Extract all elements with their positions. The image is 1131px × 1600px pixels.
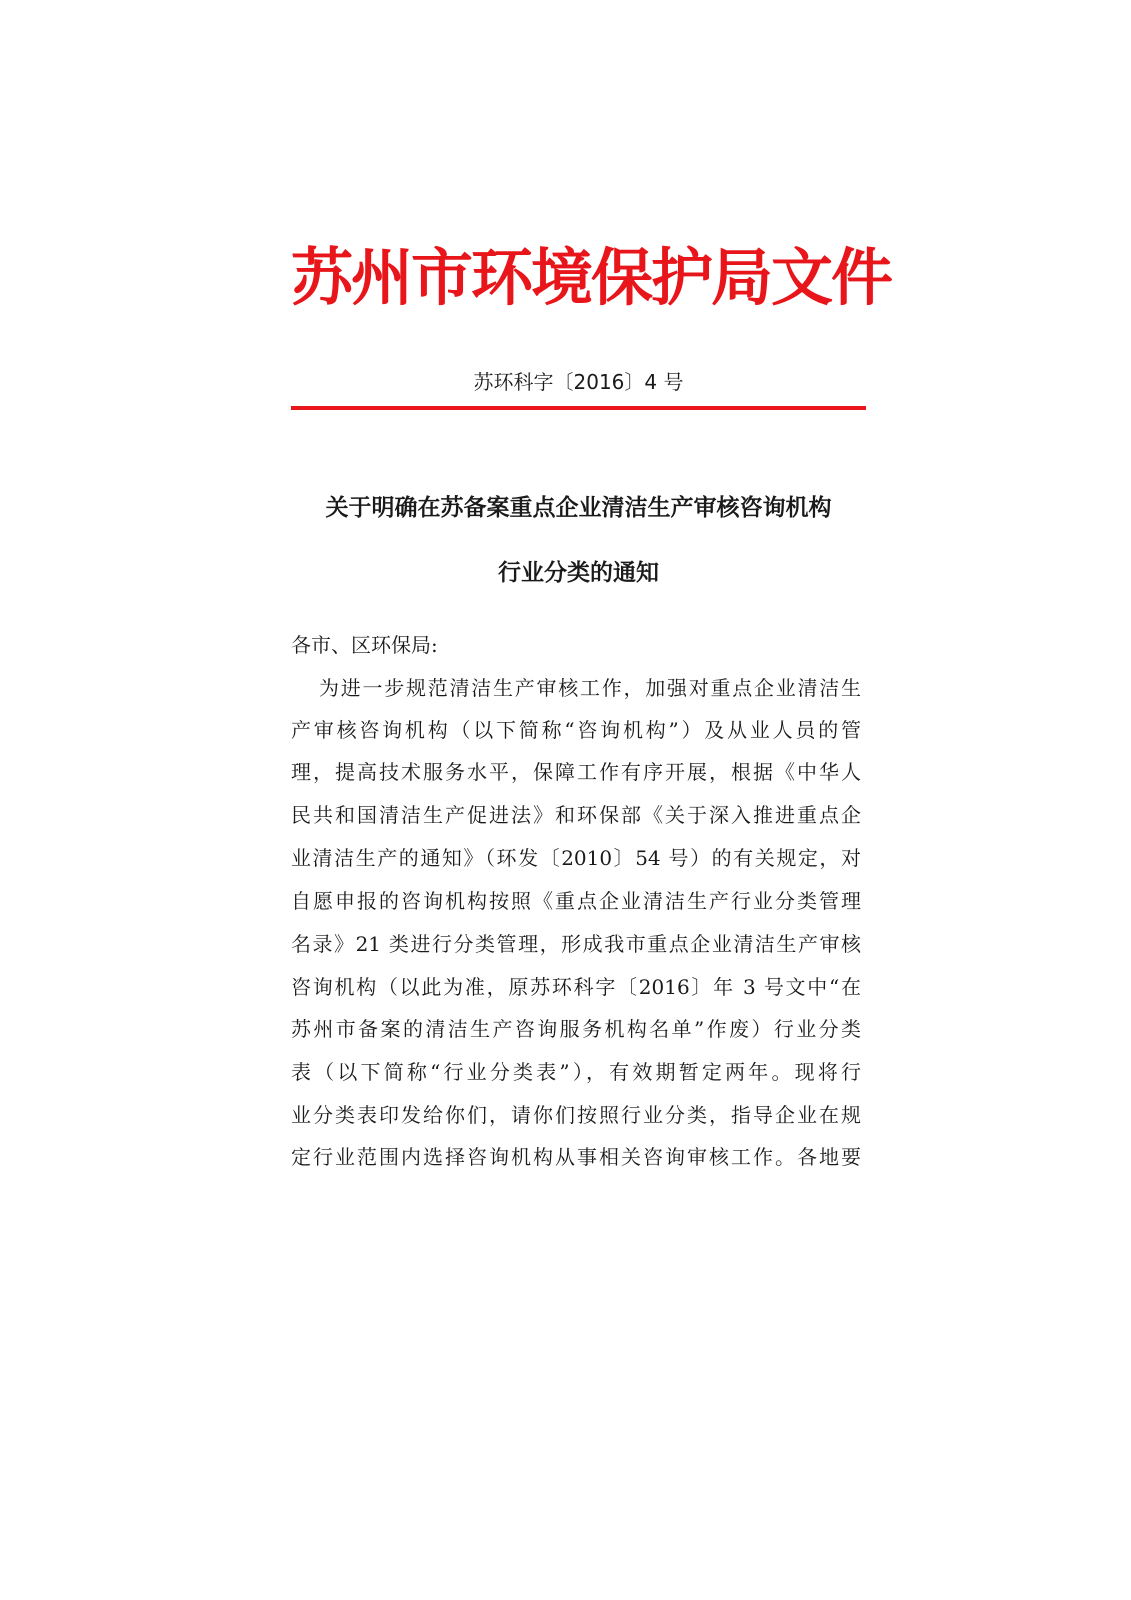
document-number: 苏环科字〔2016〕4 号 — [473, 370, 684, 394]
red-divider-line — [291, 406, 866, 410]
body-text-line: 理，提高技术服务水平，保障工作有序开展，根据《中华人 — [291, 760, 861, 784]
body-text-line: 业分类表印发给你们，请你们按照行业分类，指导企业在规 — [291, 1103, 861, 1127]
notice-title-line-2: 行业分类的通知 — [498, 560, 659, 586]
body-text-line: 名录》21 类进行分类管理，形成我市重点企业清洁生产审核 — [291, 932, 861, 956]
notice-title-line-1: 关于明确在苏备案重点企业清洁生产审核咨询机构 — [325, 495, 832, 521]
body-text-line: 咨询机构（以此为准，原苏环科字〔2016〕年 3 号文中“在 — [291, 975, 861, 999]
body-text-line: 定行业范围内选择咨询机构从事相关咨询审核工作。各地要 — [291, 1145, 861, 1169]
salutation: 各市、区环保局: — [291, 633, 438, 657]
body-text-line: 表（以下简称“行业分类表”），有效期暂定两年。现将行 — [291, 1060, 861, 1084]
body-text-line: 民共和国清洁生产促进法》和环保部《关于深入推进重点企 — [291, 803, 861, 827]
issuer-title: 苏州市环境保护局文件 — [291, 241, 892, 314]
body-text-line: 苏州市备案的清洁生产咨询服务机构名单”作废）行业分类 — [291, 1017, 861, 1041]
body-text-line: 为进一步规范清洁生产审核工作，加强对重点企业清洁生 — [319, 676, 861, 700]
body-text-line: 自愿申报的咨询机构按照《重点企业清洁生产行业分类管理 — [291, 889, 861, 913]
body-text-line: 业清洁生产的通知》（环发〔2010〕54 号）的有关规定，对 — [291, 846, 861, 870]
body-text-line: 产审核咨询机构（以下简称“咨询机构”）及从业人员的管 — [291, 718, 861, 742]
